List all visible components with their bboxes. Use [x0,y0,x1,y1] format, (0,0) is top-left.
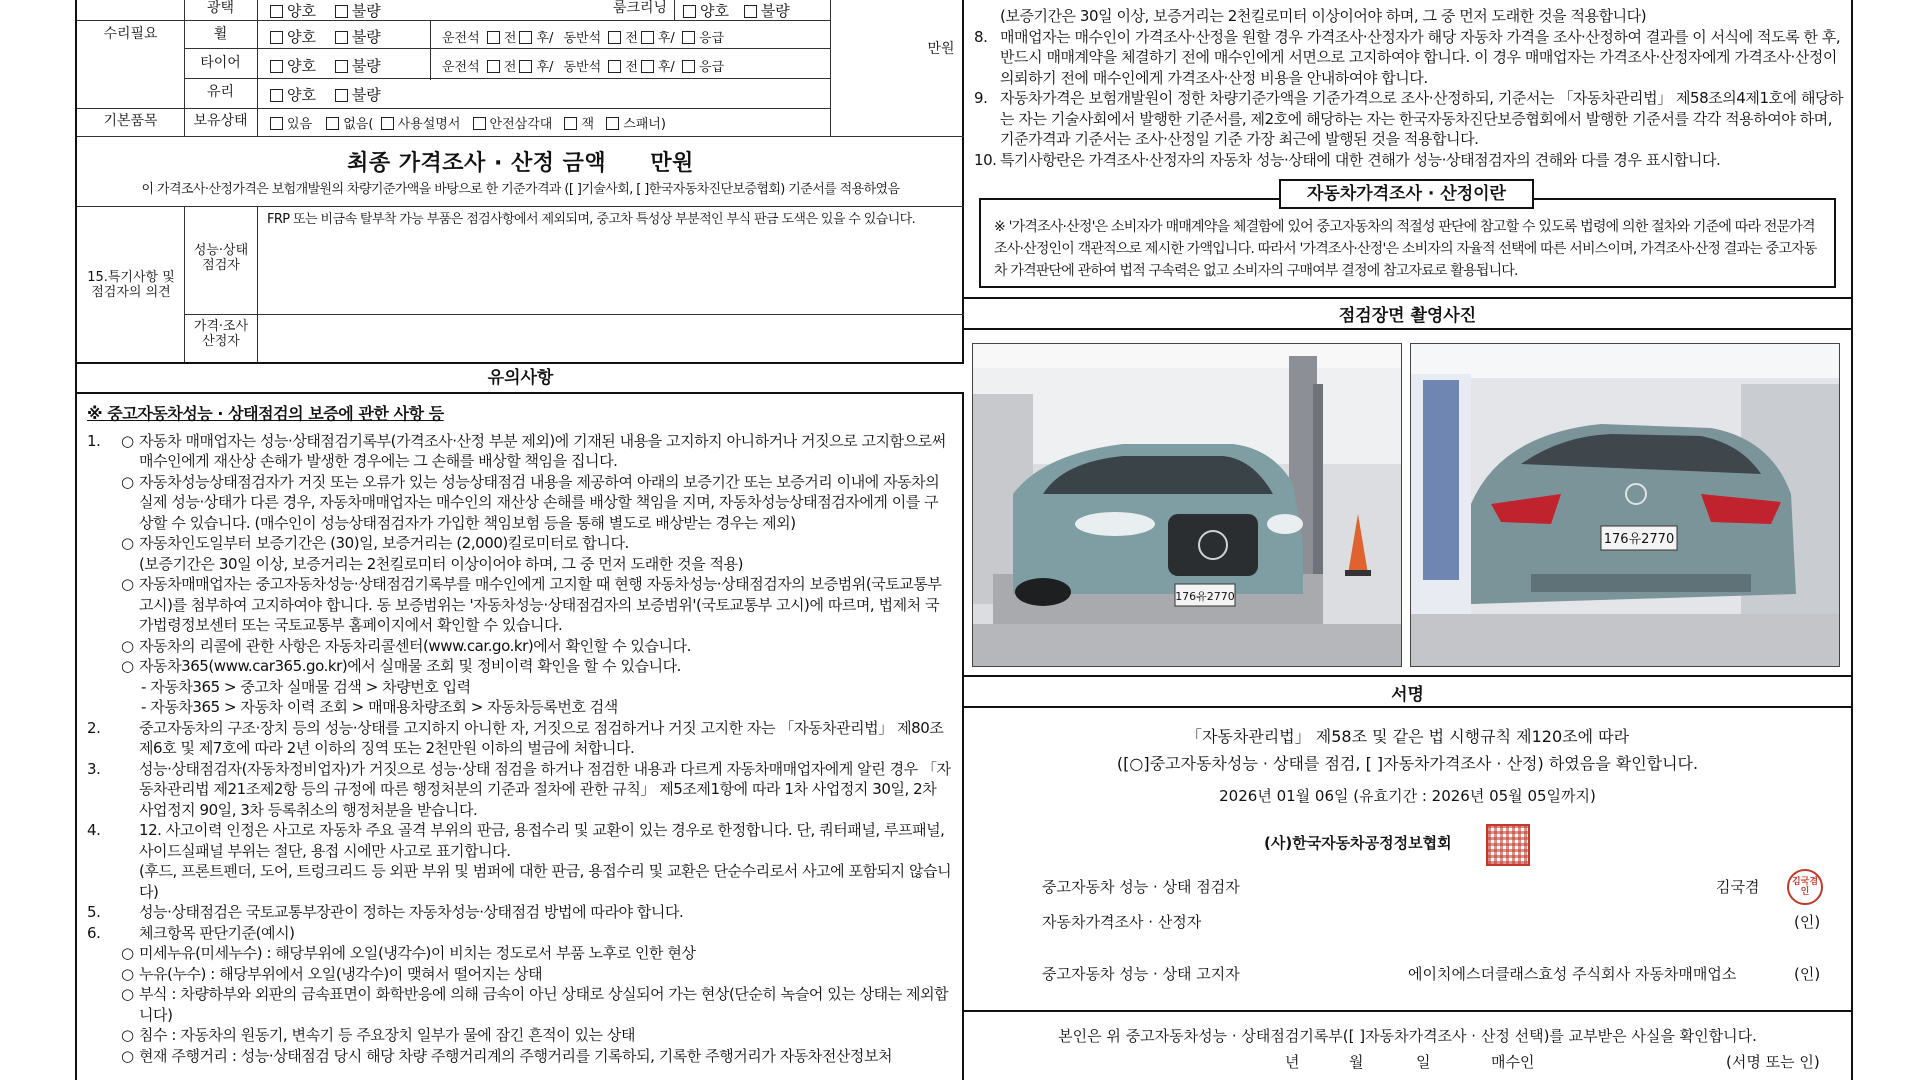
definition-box-title: 자동차가격조사 · 산정이란 [1279,179,1534,209]
inspector-opinion-label: 성능·상태 점검자 [193,243,249,273]
basic-no-checkbox[interactable] [326,117,339,130]
notice-item [87,759,952,821]
notice-item-text: 침수 : 자동차의 원동기, 변속기 등 주요장치 일부가 물에 잠긴 흔적이 있는 상태 [139,1026,635,1044]
tire-passenger-front-checkbox[interactable] [608,60,621,73]
notice-item-text: 성능·상태점검은 국토교통부장관이 정하는 자동차성능·상태점검 방법에 따라야 합니다. [139,903,684,921]
passenger-seat-label: 동반석 [563,60,602,75]
wheel-passenger-rear-checkbox[interactable] [641,31,654,44]
final-price-unit: 만원 [650,151,694,176]
final-price-title [77,146,964,177]
tire-passenger-rear-checkbox[interactable] [641,60,654,73]
notice-item [87,964,952,985]
notice-item-number: 4. [87,821,101,839]
option-label: 양호 [700,2,729,20]
inspection-photo-rear [1410,343,1840,667]
notice-item-number [87,533,115,554]
notice-item-bullet: ○ [121,985,134,1003]
right-notice-text: (보증기간은 30일 이상, 보증거리는 2천킬로미터 이상이어야 하며, 그 중 먼저 도래한 것을 적용합니다) [1000,7,1647,25]
right-notice-item [974,6,1844,27]
notice-item-text: 체크항목 판단기준(예시) [139,923,295,942]
association-seal-icon [1486,824,1530,866]
definition-box-text: ※ '가격조사·산정'은 소비자가 매매계약을 체결함에 있어 중고자동차의 적절성 판단에 참고할 수 있도록 법령에 의한 절차와 기준에 따라 전문가격조사·산정인이 객관적으로 제시한 가액입니다. 따라서 '가격조사·산정'은 소비자의 자율적 선택에 따른 서비스이며, 가격조사·산정 결과는 중고자동차 가격판단에 관하여 법적 구속력은 없고 소비자의 구매여부 결정에 참고자료로 활용됩니다. [994,219,1817,279]
option-label: 양호 [287,28,316,46]
notice-item-text: 중고자동차의 구조·장치 등의 성능·상태를 고지하지 아니한 자, 거짓으로 점검하거나 거짓 고지한 자는 「자동차관리법」 제80조제6호 및 제7호에 따라 2년 이하의 징역 또는 2천만원 이하의 벌금에 처합니다. [139,718,944,757]
notice-item-text: 미세누유(미세누수) : 해당부위에 오일(냉각수)이 비치는 정도로서 부품 노후로 인한 현상 [139,944,696,962]
notice-item-number [87,984,115,1025]
passenger-seat-label: 동반석 [563,31,602,46]
final-price-label: 최종 가격조사 · 산정 금액 [347,151,607,176]
inspector-name: 김국겸 [1716,878,1760,896]
notice-item-number [87,554,115,575]
roomcleaning-good-checkbox[interactable] [683,5,696,18]
notice-item [87,533,952,554]
wheel-driver-rear-checkbox[interactable] [519,31,532,44]
right-notice-item [974,88,1844,150]
notice-title-bar: 유의사항 [77,362,964,394]
notice-item-bullet [115,759,139,821]
notice-item-bullet [115,923,139,944]
right-notice-continued [974,6,1844,170]
appraiser-opinion-label: 가격·조사 산정자 [193,319,249,349]
option-label: 전 [625,31,638,46]
notice-item-number [87,656,115,677]
receipt-day: 일 [1416,1053,1431,1071]
notice-item-bullet: ○ [121,1026,134,1044]
notice-item [87,431,952,472]
notice-item [87,472,952,534]
glass-good-checkbox[interactable] [270,89,283,102]
option-label: 스패너) [623,117,666,132]
notice-item-number [87,1025,115,1046]
glass-bad-checkbox[interactable] [335,89,348,102]
notice-item-text: 자동차365(www.car365.go.kr)에서 실매물 조회 및 정비이력 확인을 할 수 있습니다. [139,657,681,675]
repair-needed-label: 수리필요 [103,26,158,42]
notice-item-bullet: ○ [121,472,134,491]
tire-driver-front-checkbox[interactable] [487,60,500,73]
glass-options [267,84,381,105]
notice-item-bullet: ○ [121,944,134,962]
notice-item-text: (보증기간은 30일 이상, 보증거리는 2천킬로미터 이상이어야 하며, 그 중 먼저 도래한 것을 적용) [139,554,743,573]
notice-item-text: - 자동차365 > 중고차 실매물 검색 > 차량번호 입력 [141,677,471,696]
notice-item [87,943,952,964]
notice-item-number [87,1046,115,1067]
gloss-good-checkbox[interactable] [270,5,283,18]
option-label: 후/ [536,60,554,75]
gloss-bad-checkbox[interactable] [335,5,348,18]
notice-item [87,861,952,902]
notice-item-bullet: ○ [121,657,134,675]
notice-item-bullet [115,677,139,698]
special-notes-label: 15.특기사항 및 점검자의 의견 [87,270,175,300]
row-label-wheel: 휠 [213,26,228,42]
roomcleaning-label: 룸크리닝 [612,0,668,16]
right-notice-number: 10. [974,150,997,169]
receipt-line: 본인은 위 중고자동차성능 · 상태점검기록부([ ]자동차가격조사 · 산정 선택)를 교부받은 사실을 확인합니다. [1058,1027,1757,1045]
tire-options [267,55,381,76]
option-label: 양호 [287,86,316,104]
wheel-emergency-checkbox[interactable] [682,31,695,44]
basic-items-options [267,113,666,132]
manual-checkbox[interactable] [381,117,394,130]
car-rear-photo [1411,344,1840,667]
notice-item [87,636,952,657]
inspector-opinion-text: FRP 또는 비금속 탈부착 가능 부품은 점검사항에서 제외되며, 중고차 특성상 부분적인 부식 판금 도색은 있을 수 있습니다. [267,212,916,227]
option-label: 안전삼각대 [489,117,553,132]
date-line: 2026년 01월 06일 (유효기간 : 2026년 05월 05일까지) [1219,787,1596,805]
driver-seat-label: 운전석 [442,60,480,75]
notice-item [87,718,952,759]
right-notice-text: 매매업자는 매수인이 가격조사·산정을 원할 경우 가격조사·산정자가 해당 자동차 가격을 조사·산정하여 결과를 이 서식에 적도록 한 후, 반드시 매매계약을 체결하기 전에 매수인에게 서면으로 고지하여야 합니다. 이 경우 매매업자는 가격조사·산정자에게 가격조사·산정이 의뢰하기 전에 매수인에게 가격조사·산정 비용을 안내하여야 합니다. [1000,27,1841,87]
notice-item-number [87,697,115,718]
law-reference-line: 「자동차관리법」 제58조 및 같은 법 시행규칙 제120조에 따라 [1185,727,1630,746]
association-name: (사)한국자동차공정정보협회 [1264,834,1452,852]
inspector-seal-icon: 김국겸인 [1787,869,1823,905]
notice-item [87,923,952,944]
option-label: 후/ [657,31,675,46]
notice-item [87,697,952,718]
notice-item-text: 누유(누수) : 해당부위에서 오일(냉각수)이 맺혀서 떨어지는 상태 [139,964,543,983]
notice-item-bullet [115,697,139,718]
tire-driver-rear-checkbox[interactable] [519,60,532,73]
notice-item-text: 현재 주행거리 : 성능·상태점검 당시 해당 차량 주행거리계의 주행거리를 기록하되, 기록한 주행거리가 자동차전산정보처 [139,1046,893,1065]
option-label: 전 [503,31,517,46]
left-page [75,0,964,1080]
row-label-tire: 타이어 [200,55,241,71]
notice-item-number: 6. [87,923,101,942]
notice-item-number [87,636,115,657]
notice-item-text: 부식 : 차량하부와 외판의 금속표면이 화학반응에 의해 금속이 아닌 상태로 상실되어 가는 현상(단순히 녹슬어 있는 상태는 제외합니다) [139,985,949,1024]
notice-item-number [87,677,115,698]
roomcleaning-options [680,0,790,21]
right-notice-number: 9. [974,89,988,107]
option-label: 있음 [287,117,313,132]
notice-item-bullet [115,820,139,861]
notice-item-text: 12. 사고이력 인정은 사고로 자동차 주요 골격 부위의 판금, 용접수리 및 교환이 있는 경우로 한정합니다. 단, 쿼터패널, 루프패널, 사이드실패널 부위는 절단, 용접 시에만 사고로 표기합니다. [139,821,945,860]
confirm-line: ([○]중고자동차성능 · 상태를 점검, [ ]자동차가격조사 · 산정) 하였음을 확인합니다. [1116,754,1699,773]
notice-item-text: 자동차성능상태점검자가 거짓 또는 오류가 있는 성능상태점검 내용을 제공하여 아래의 보증기간 또는 보증거리 이내에 자동차의 실제 성능·상태가 다른 경우, 자동차매매업자는 매수인의 재산상 손해를 배상할 책임을 지며, 자동차성능상태점검자에게 이를 구상할 수 있습니다. (매수인이 성능상태점검자가 가입한 책임보험 등을 통해 별도로 배상받는 경우는 제외) [139,472,940,532]
notice-item-bullet: ○ [121,964,134,983]
driver-seat-label: 운전석 [442,31,480,46]
right-notice-item [974,27,1844,89]
car-front-photo [973,344,1402,667]
notice-item-number [87,964,115,985]
option-label: 불량 [351,28,381,46]
tire-good-checkbox[interactable] [270,60,283,73]
notice-item-bullet: ○ [121,575,134,593]
notice-item-text: 자동차 매매업자는 성능·상태점검기록부(가격조사·산정 부분 제외)에 기재된 내용을 고지하지 아니하거나 거짓으로 고지함으로써 매수인에게 재산상 손해가 발생한 경우에는 그 손해를 배상할 책임을 집니다. [139,431,946,470]
option-label: 전 [625,60,638,75]
wheel-good-checkbox[interactable] [270,31,283,44]
final-price-note: 이 가격조사·산정가격은 보험개발원의 차량기준가액을 바탕으로 한 기준가격과 ([ ]기술사회, [ ]한국자동차진단보증협회) 기준서를 적용하였음 [141,182,900,197]
notice-item-text: 성능·상태점검자(자동차정비업자)가 거짓으로 성능·상태 점검을 하거나 점검한 내용과 다르게 자동차매매업자에게 알린 경우 「자동차관리법 제21조제2항 등의 규정에 따른 행정처분의 기준과 절차에 관한 규칙」 제5조제1항에 따라 1차 사업정지 30일, 2차 사업정지 90일, 3차 등록취소의 행정처분을 받습니다. [139,759,951,819]
option-label: 불량 [760,2,790,20]
appraiser-seal-mark: (인) [1794,913,1821,931]
tire-position-options [442,56,724,75]
wheel-driver-front-checkbox[interactable] [487,31,500,44]
wheel-passenger-front-checkbox[interactable] [608,31,621,44]
basic-yes-checkbox[interactable] [270,117,283,130]
notice-item [87,574,952,636]
jack-checkbox[interactable] [564,117,577,130]
front-plate-text: 176유2770 [1175,590,1235,603]
option-label: 양호 [287,2,316,20]
notice-item-text: (후드, 프론트펜더, 도어, 트렁크리드 등 외판 부위 및 범퍼에 대한 판금, 용접수리 및 교환은 단순수리로서 사고에 포함되지 않습니다) [139,862,952,901]
notifier-name: 에이치에스더클래스효성 주식회사 자동차매매업소 [1408,965,1737,983]
right-notice-number: 8. [974,27,988,46]
rear-plate-text: 176유2770 [1603,532,1675,547]
notice-item-number: 1. [87,431,101,450]
notice-item [87,677,952,698]
notice-item-bullet [115,861,139,902]
notice-item-bullet: ○ [121,1046,134,1065]
right-notice-text: 자동차가격은 보험개발원이 정한 차량기준가액을 기준가격으로 조사·산정하되, 기준서는 「자동차관리법」 제58조의4제1호에 해당하는 자는 기술사회에서 발행한 기준서를, 제2호에 해당하는 자는 한국자동차진단보증협회에서 발행한 기준서를 각각 적용하여야 하며, 기준가격과 기준서는 조사·산정일 기준 가장 최근에 발행된 것을 적용합니다. [1000,89,1844,148]
tire-bad-checkbox[interactable] [335,60,348,73]
option-label: 후/ [536,31,554,46]
row-label-glass: 유리 [206,84,235,100]
wheel-position-options [442,27,724,46]
notice-item [87,820,952,861]
notice-item [87,902,952,923]
notice-item-number: 3. [87,759,101,778]
notice-item-number [87,861,115,902]
notice-item-bullet [115,718,139,759]
row-label-gloss: 광택 [206,0,235,16]
notice-item [87,1025,952,1046]
appraiser-label: 자동차가격조사 · 산정자 [1042,913,1202,931]
right-notice-number [974,6,1000,27]
notice-item-text: 자동차인도일부터 보증기간은 (30)일, 보증거리는 (2,000)킬로미터로 합니다. [139,534,629,552]
right-notice-text: 특기사항란은 가격조사·산정자의 자동차 성능·상태에 대한 견해가 성능·상태점검자의 견해와 다를 경우 표시합니다. [1000,150,1721,169]
buyer-signature-mark: (서명 또는 인) [1726,1053,1820,1071]
notice-item-number: 2. [87,718,101,737]
option-label: 응급 [698,60,725,75]
inspection-photo-front [972,343,1402,667]
notice-item-number: 5. [87,903,101,921]
gloss-options [267,0,381,21]
notice-item-bullet: ○ [121,534,134,552]
roomcleaning-bad-checkbox[interactable] [744,5,757,18]
notice-item-number [87,943,115,964]
basic-items-label: 기본품목 [103,113,158,129]
triangle-checkbox[interactable] [473,117,486,130]
notice-item-bullet [115,554,139,575]
notice-item-text: - 자동차365 > 자동차 이력 조회 > 매매용차량조회 > 자동차등록번호 검색 [141,698,618,716]
buyer-label: 매수인 [1491,1053,1535,1071]
notice-item [87,656,952,677]
option-label: 전 [503,60,517,75]
option-label: 불량 [351,2,381,20]
option-label: 불량 [351,86,381,104]
notifier-label: 중고자동차 성능 · 상태 고지자 [1042,965,1240,983]
photo-section-title: 점검장면 촬영사진 [1338,306,1477,326]
notice-item-number [87,574,115,636]
notice-item [87,1046,952,1067]
option-label: 사용설명서 [397,117,461,132]
notice-item-bullet: ○ [121,431,134,450]
notice-item-number [87,472,115,534]
price-unit-label: 만원 [927,41,955,57]
tire-emergency-checkbox[interactable] [682,60,695,73]
inspector-label: 중고자동차 성능 · 상태 점검자 [1042,878,1240,896]
notice-item-bullet [115,902,139,923]
notifier-seal-mark: (인) [1794,965,1821,983]
option-label: 응급 [698,31,725,46]
option-label: 후/ [657,60,675,75]
notice-item-text: 자동차매매업자는 중고자동차성능·상태점검기록부를 매수인에게 고지할 때 현행 자동차성능·상태점검자의 보증범위(국토교통부 고시)를 첨부하여 고지하여야 합니다. 동 보증범위는 '자동차성능·상태점검자의 보증범위'(국토교통부 고시)에 따르며, 법제처 국가법령정보센터 또는 국토교통부 홈페이지에서 확인할 수 있습니다. [139,575,942,634]
notice-item [87,554,952,575]
receipt-year: 년 [1285,1053,1300,1071]
notice-item [87,984,952,1025]
receipt-month: 월 [1349,1053,1364,1071]
right-notice-item [974,150,1844,171]
option-label: 불량 [351,57,381,75]
option-label: 양호 [287,57,316,75]
spanner-checkbox[interactable] [606,117,619,130]
notice-item-text: 자동차의 리콜에 관한 사항은 자동차리콜센터(www.car.go.kr)에서 확인할 수 있습니다. [139,636,691,655]
notice-item-bullet: ○ [121,636,134,655]
option-label: 잭 [581,117,595,132]
right-page [964,0,1853,1080]
option-label: 없음( [343,117,374,132]
signature-section-title: 서명 [1391,685,1424,705]
notice-heading: ※ 중고자동차성능 · 상태점검의 보증에 관한 사항 등 [87,404,444,423]
notice-body [87,404,952,1066]
wheel-options [267,26,381,47]
possession-status-label: 보유상태 [193,113,248,129]
wheel-bad-checkbox[interactable] [335,31,348,44]
